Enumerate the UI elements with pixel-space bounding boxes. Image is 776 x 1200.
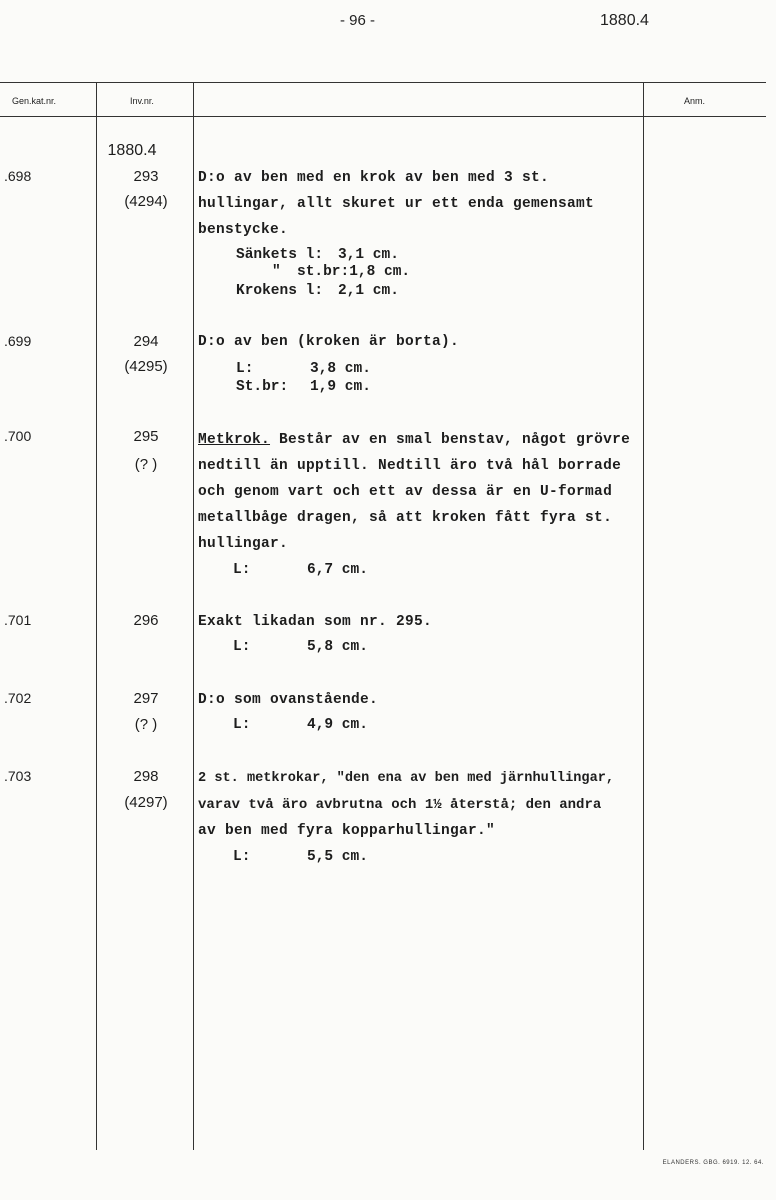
measure-value: 5,8 cm. (307, 639, 368, 655)
column-header-cat: Gen.kat.nr. (12, 96, 57, 106)
catalog-number: .700 (4, 428, 32, 444)
header-top-rule (0, 82, 766, 83)
measure-value: st.br:1,8 cm. (297, 264, 411, 280)
header-bottom-rule (0, 116, 766, 117)
description-line: D:o av ben med en krok av ben med 3 st. (198, 170, 550, 186)
measure-value: 1,9 cm. (310, 379, 371, 395)
description-line: D:o som ovanstående. (198, 692, 379, 708)
description-line: varav två äro avbrutna och 1½ återstå; den andra (198, 797, 602, 813)
inventory-number: 293 (133, 168, 159, 185)
column-header-inv: Inv.nr. (130, 96, 154, 106)
catalog-number: .703 (4, 768, 32, 784)
measure-value: 6,7 cm. (307, 562, 368, 578)
measure-value: 3,1 cm. (338, 247, 399, 263)
inventory-number-alt: (? ) (134, 716, 158, 733)
measure-label: Sänkets l: (236, 247, 324, 263)
measure-value: 2,1 cm. (338, 283, 399, 299)
inventory-number: 294 (133, 333, 159, 350)
year-reference: 1880.4 (600, 12, 649, 29)
measure-label: " (272, 264, 281, 280)
description-line: och genom vart och ett av dessa är en U-formad (198, 484, 613, 500)
measure-label: L: (236, 361, 254, 377)
measure-label: L: (233, 639, 251, 655)
catalog-number: .699 (4, 333, 32, 349)
description-line: av ben med fyra kopparhullingar." (198, 823, 496, 839)
description-line: nedtill än upptill. Nedtill äro två hål borrade (198, 458, 622, 474)
catalog-number: .702 (4, 690, 32, 706)
description-line: Exakt likadan som nr. 295. (198, 614, 433, 630)
column-header-anm: Anm. (684, 96, 706, 106)
description-text: Består av en smal benstav, något grövre (270, 432, 631, 448)
inventory-number: 298 (133, 768, 159, 785)
col-divider-1 (96, 82, 97, 1150)
catalog-number: .701 (4, 612, 32, 628)
measure-label: St.br: (236, 379, 289, 395)
inventory-number-alt: (4294) (124, 193, 168, 210)
measure-label: L: (233, 717, 251, 733)
measure-label: Krokens l: (236, 283, 324, 299)
measure-label: L: (233, 849, 251, 865)
inventory-number-alt: (? ) (134, 456, 158, 473)
measure-value: 4,9 cm. (307, 717, 368, 733)
date-header: 1880.4 (107, 142, 157, 159)
page-number: - 96 - (340, 12, 376, 29)
inventory-number: 296 (133, 612, 159, 629)
col-divider-3 (643, 82, 644, 1150)
description-line: D:o av ben (kroken är borta). (198, 334, 460, 350)
catalog-number: .698 (4, 168, 32, 184)
description-line: benstycke. (198, 222, 289, 238)
inventory-number: 297 (133, 690, 159, 707)
measure-label: L: (233, 562, 251, 578)
inventory-number-alt: (4295) (124, 358, 168, 375)
col-divider-2 (193, 82, 194, 1150)
measure-value: 3,8 cm. (310, 361, 371, 377)
measure-value: 5,5 cm. (307, 849, 368, 865)
entry-title: Metkrok. (198, 432, 271, 448)
inventory-number-alt: (4297) (124, 794, 168, 811)
description-line: hullingar, allt skuret ur ett enda gemensamt (198, 196, 595, 212)
description-line: hullingar. (198, 536, 289, 552)
inventory-number: 295 (133, 428, 159, 445)
description-line (198, 432, 630, 448)
description-line: metallbåge dragen, så att kroken fått fyra st. (198, 510, 613, 526)
printer-imprint: ELANDERS. GBG. 6919. 12. 64. (662, 1160, 764, 1166)
description-line: 2 st. metkrokar, "den ena av ben med järnhullingar, (198, 771, 615, 786)
